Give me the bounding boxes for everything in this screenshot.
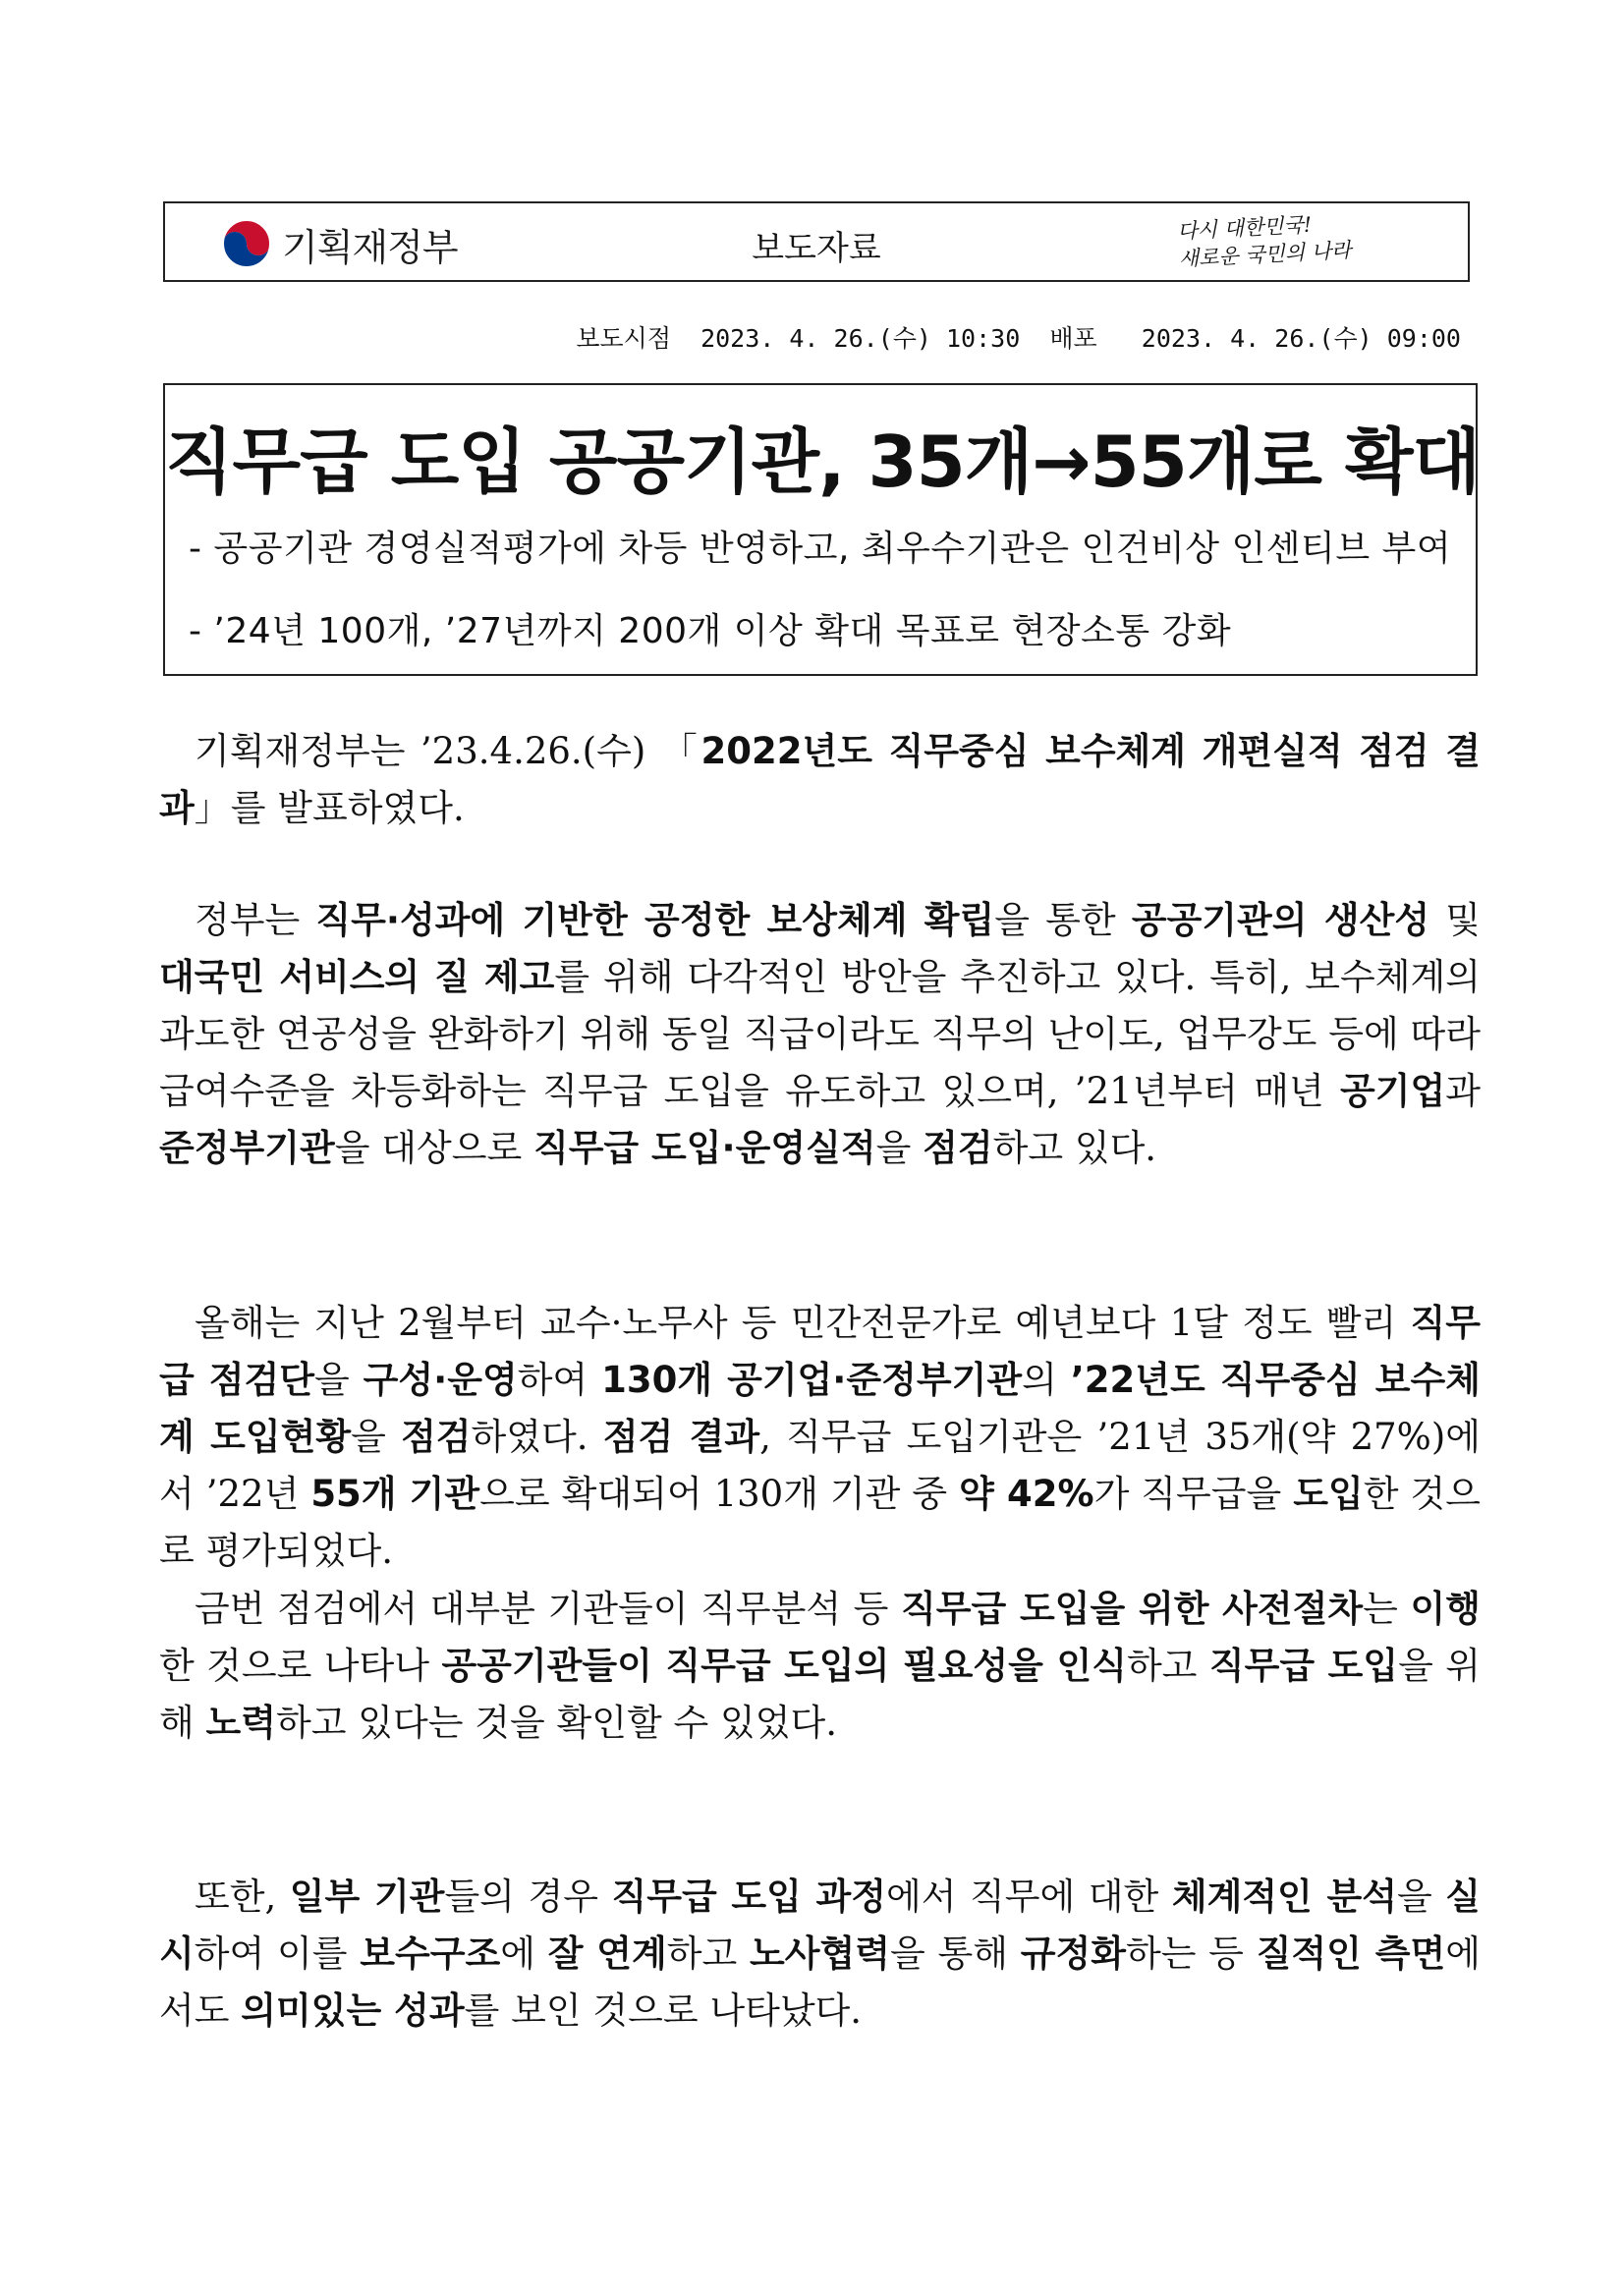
body-text: 하고 <box>666 1932 751 1975</box>
release-schedule: 보도시점 2023. 4. 26.(수) 10:30 배포 2023. 4. 26.(수) 09:00 <box>576 324 1461 353</box>
body-text: 금번 점검에서 대부분 기관들이 직무분석 등 <box>195 1588 902 1630</box>
emphasis-text: 2022년도 직무중심 보수체계 개편실적 점검 결과 <box>159 730 1482 829</box>
headline-title: 직무급 도입 공공기관, 35개→55개로 확대 <box>165 420 1481 503</box>
body-text: 하고 <box>1126 1645 1209 1687</box>
body-text: 과 <box>1445 1070 1481 1112</box>
body-text: 정부는 <box>195 899 316 941</box>
emphasis-text: 직무급 도입을 위한 사전절차 <box>901 1588 1364 1630</box>
body-text: 」를 발표하였다. <box>194 787 465 829</box>
emphasis-text: 130개 공기업·준정부기관 <box>601 1359 1023 1401</box>
emphasis-text: 의미있는 성과 <box>241 1989 465 2032</box>
emphasis-text: 질적인 측면 <box>1256 1932 1446 1975</box>
emphasis-text: 55개 기관 <box>310 1473 480 1515</box>
emphasis-text: 이행 <box>1410 1588 1481 1630</box>
body-text: 을 <box>875 1127 924 1169</box>
emphasis-text: 직무·성과에 기반한 공정한 보상체계 확립 <box>315 899 995 941</box>
emphasis-text: 구성·운영 <box>363 1359 518 1401</box>
emphasis-text: 공기업 <box>1340 1070 1446 1112</box>
body-text: 가 직무급을 <box>1093 1473 1294 1515</box>
emphasis-text: 점검 <box>401 1416 472 1458</box>
body-text: 의 <box>1022 1359 1071 1401</box>
body-text: 하였다. <box>471 1416 603 1458</box>
body-paragraph-3 <box>159 1295 1481 1580</box>
body-text: 는 <box>1363 1588 1411 1630</box>
body-text: 한 것으로 나타나 <box>159 1645 442 1687</box>
emphasis-text: 공공기관의 생산성 <box>1131 899 1430 941</box>
body-text: 을 <box>351 1416 402 1458</box>
body-text: 를 보인 것으로 나타났다. <box>464 1989 863 2032</box>
body-text: 한 것으로 평가되었다. <box>159 1473 1481 1572</box>
body-text: 을 위해 <box>159 1645 1481 1744</box>
body-text: 으로 확대되어 130개 기관 중 <box>479 1473 960 1515</box>
org-name: 기획재정부 <box>282 225 458 269</box>
emphasis-text: 체계적인 분석 <box>1171 1876 1397 1918</box>
body-text: 을 <box>1396 1876 1446 1918</box>
press-header <box>163 201 1470 282</box>
body-text: 을 통해 <box>889 1932 1021 1975</box>
emphasis-text: 노력 <box>205 1702 276 1744</box>
emphasis-text: 보수구조 <box>360 1932 501 1975</box>
emphasis-text: 점검 결과 <box>602 1416 760 1458</box>
body-text: , 직무급 도입기관은 ’21년 35개(약 27%)에서 ’22년 <box>159 1416 1481 1515</box>
body-paragraph-2 <box>159 892 1481 1177</box>
body-text: 을 대상으로 <box>334 1127 533 1169</box>
emphasis-text: 도입 <box>1293 1473 1364 1515</box>
body-text: 올해는 지난 2월부터 교수·노무사 등 민간전문가로 예년보다 1달 정도 빨리 <box>195 1302 1411 1344</box>
emphasis-text: 직무급 도입 <box>1208 1645 1399 1687</box>
emphasis-text: 약 42% <box>959 1473 1094 1515</box>
body-text: 하는 등 <box>1125 1932 1257 1975</box>
slogan-line-1: 다시 대한민국! <box>1176 212 1313 244</box>
slogan <box>1177 208 1357 272</box>
body-text: 하여 <box>517 1359 602 1401</box>
emphasis-text: 직무급 점검단 <box>159 1302 1481 1401</box>
body-text: 및 <box>1429 899 1481 941</box>
headline-box <box>163 383 1481 676</box>
emphasis-text: 공공기관들이 직무급 도입의 필요성을 인식 <box>441 1645 1127 1687</box>
body-text: 하고 있다. <box>992 1127 1157 1169</box>
body-text: 들의 경우 <box>444 1876 612 1918</box>
emphasis-text: 준정부기관 <box>159 1127 335 1169</box>
emphasis-text: 잘 연계 <box>547 1932 667 1975</box>
body-text: 에서도 <box>159 1932 1482 2032</box>
body-text: 를 위해 다각적인 방안을 추진하고 있다. 특히, 보수체계의 과도한 연공성을 완화하기 위해 동일 직급이라도 직무의 난이도, 업무강도 등에 따라 급여수준을 차등화하는 직무급 도입을 유도하고 있으며, ’21년부터 매년 <box>159 956 1481 1112</box>
emphasis-text: 노사협력 <box>750 1932 890 1975</box>
body-text: 하여 이를 <box>194 1932 361 1975</box>
emphasis-text: 실시 <box>159 1876 1481 1975</box>
body-text: 하고 있다는 것을 확인할 수 있었다. <box>276 1702 837 1744</box>
body-paragraph-4 <box>159 1581 1481 1752</box>
body-paragraph-5 <box>159 1869 1481 2040</box>
emphasis-text: 대국민 서비스의 질 제고 <box>159 956 555 998</box>
emphasis-text: ’22년도 직무중심 보수체계 도입현황 <box>159 1359 1481 1458</box>
emphasis-text: 규정화 <box>1020 1932 1126 1975</box>
headline-subpoint-2: - ’24년 100개, ’27년까지 200개 이상 확대 목표로 현장소통 강화 <box>189 611 1232 651</box>
body-text: 에 <box>500 1932 548 1975</box>
body-text: 기획재정부는 ’23.4.26.(수) 「 <box>195 730 701 772</box>
emphasis-text: 점검 <box>923 1127 993 1169</box>
document-type: 보도자료 <box>752 229 881 268</box>
emphasis-text: 직무급 도입·운영실적 <box>532 1127 876 1169</box>
body-text: 을 통한 <box>994 899 1132 941</box>
body-paragraph-1 <box>159 723 1481 837</box>
body-text: 을 <box>314 1359 364 1401</box>
emphasis-text: 직무급 도입 과정 <box>611 1876 887 1918</box>
emphasis-text: 일부 기관 <box>289 1876 445 1918</box>
headline-subpoint-1: - 공공기관 경영실적평가에 차등 반영하고, 최우수기관은 인건비상 인센티브 부여 <box>189 529 1452 569</box>
slogan-line-2: 새로운 국민의 나라 <box>1178 238 1352 271</box>
body-text: 또한, <box>195 1876 290 1918</box>
body-text: 에서 직무에 대한 <box>886 1876 1172 1918</box>
